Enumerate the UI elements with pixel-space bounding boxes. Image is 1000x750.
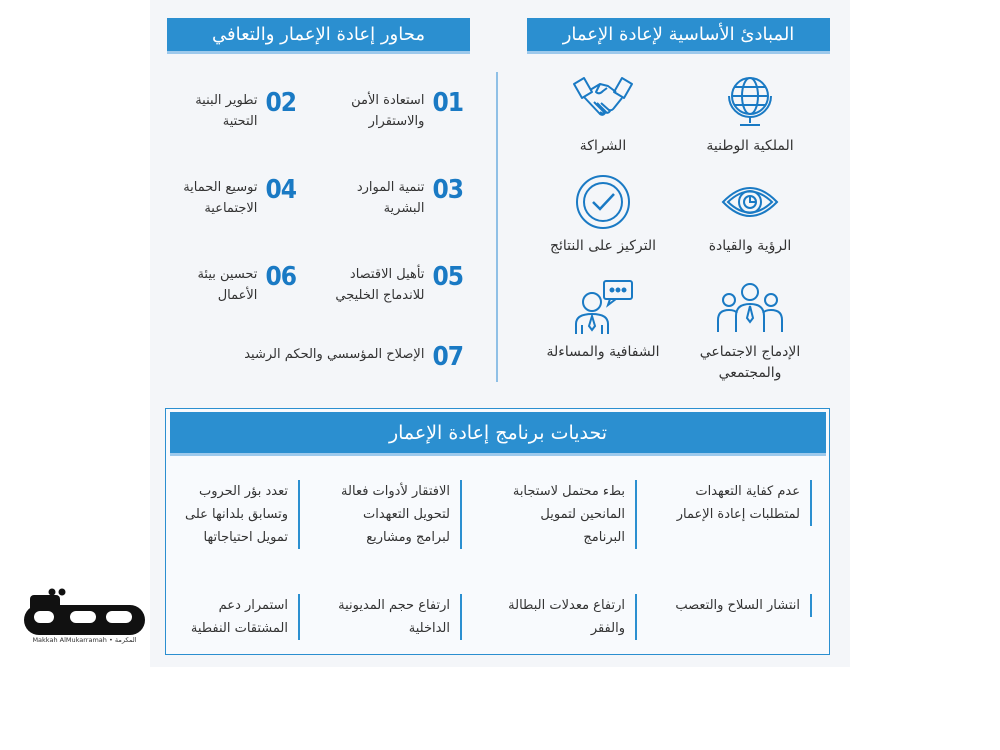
principle-partnership <box>528 70 678 157</box>
axis-item <box>314 262 463 306</box>
axis-number: 03 <box>432 175 463 205</box>
challenges-header: تحديات برنامج إعادة الإعمار <box>170 412 826 456</box>
challenge-item: انتشار السلاح والتعصب <box>675 594 812 617</box>
group-icon <box>714 278 786 338</box>
handshake-icon <box>570 70 636 132</box>
axis-label: استعادة الأمن والاستقرار <box>351 93 425 129</box>
eye-icon <box>719 172 781 232</box>
section-divider <box>496 72 498 382</box>
axis-number: 07 <box>432 342 463 372</box>
makkah-logo <box>22 585 147 655</box>
principle-national-ownership <box>675 70 825 157</box>
challenge-item: استمرار دعم المشتقات النفطية <box>163 594 300 640</box>
axis-number: 01 <box>432 88 463 118</box>
principle-label: التركيز على النتائج <box>549 238 657 254</box>
logo-text: مكة <box>83 631 85 632</box>
axis-item <box>344 175 463 219</box>
challenge-item: بطء محتمل لاستجابة المانحين لتمويل البرنامج <box>500 480 637 549</box>
principle-label: الشفافية والمساءلة <box>546 344 660 360</box>
axis-label: الإصلاح المؤسسي والحكم الرشيد <box>244 347 425 362</box>
axis-number: 02 <box>265 88 296 118</box>
axis-item <box>187 262 296 306</box>
axes-header: محاور إعادة الإعمار والتعافي <box>167 18 470 54</box>
challenge-item: تعدد بؤر الحروب وتسابق بلدانها على تمويل احتياجاتها <box>163 480 300 549</box>
axis-item <box>244 342 463 372</box>
challenge-item: عدم كفاية التعهدات لمتطلبات إعادة الإعمار <box>675 480 812 526</box>
axis-label: تحسين بيئة الأعمال <box>197 267 258 303</box>
speaker-icon <box>568 278 638 338</box>
principle-social-inclusion <box>675 278 825 384</box>
axis-item <box>167 175 296 219</box>
axis-label: تطوير البنية التحتية <box>195 93 258 129</box>
principle-label: الرؤية والقيادة <box>708 238 792 254</box>
logo-subtitle: Makkah AlMukarramah • المكرمة <box>32 636 137 644</box>
principle-label: الشراكة <box>579 138 627 154</box>
challenge-item: ارتفاع حجم المديونية الداخلية <box>325 594 462 640</box>
challenge-item: ارتفاع معدلات البطالة والفقر <box>500 594 637 640</box>
principle-label: الملكية الوطنية <box>706 138 794 154</box>
challenge-item: الافتقار لأدوات فعالة لتحويل التعهدات لبرامج ومشاريع <box>325 480 462 549</box>
axis-label: تأهيل الاقتصاد للاندماج الخليجي <box>335 267 425 303</box>
principle-vision-leadership <box>675 172 825 257</box>
principle-label: الإدماج الاجتماعي والمجتمعي <box>699 344 801 381</box>
axis-item <box>179 88 296 132</box>
axis-label: تنمية الموارد البشرية <box>356 180 425 216</box>
axis-number: 05 <box>432 262 463 292</box>
axis-item <box>342 88 463 132</box>
globe-icon <box>719 70 781 132</box>
axis-label: توسيع الحماية الاجتماعية <box>183 180 258 216</box>
checkmark-circle-icon <box>572 172 634 232</box>
principles-header: المبادئ الأساسية لإعادة الإعمار <box>527 18 830 54</box>
principle-transparency <box>528 278 678 363</box>
axis-number: 04 <box>265 175 296 205</box>
principle-results-focus <box>528 172 678 257</box>
axis-number: 06 <box>265 262 296 292</box>
